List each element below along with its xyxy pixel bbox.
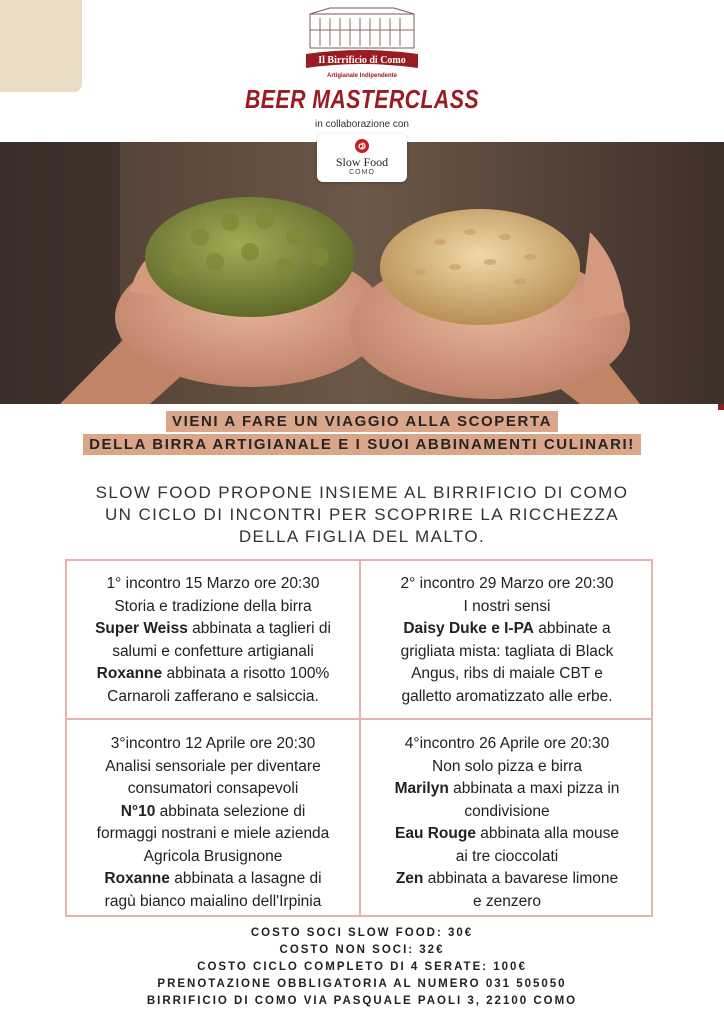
intro-line-1: SLOW FOOD PROPONE INSIEME AL BIRRIFICIO DI COMO xyxy=(95,483,629,502)
snail-icon xyxy=(354,138,370,154)
banner-line-2 xyxy=(0,436,724,454)
beer-name: Roxanne xyxy=(104,870,170,887)
pairing-text: e zenzero xyxy=(472,892,542,910)
event-theme: consumatori consapevoli xyxy=(127,780,299,797)
birrificio-logo xyxy=(300,6,424,82)
pairing-text: ai tre cioccolati xyxy=(455,847,559,865)
event-title: 4°incontro 26 Aprile ore 20:30 xyxy=(404,735,610,752)
price-full-cycle: COSTO CICLO COMPLETO DI 4 SERATE: 100€ xyxy=(197,961,527,973)
booking-phone: PRENOTAZIONE OBBLIGATORIA AL NUMERO 031 505050 xyxy=(157,978,567,990)
slow-food-badge xyxy=(317,134,407,182)
banner-text-2: DELLA BIRRA ARTIGIANALE E I SUOI ABBINAMENTI CULINARI! xyxy=(83,434,641,455)
price-non-members: COSTO NON SOCI: 32€ xyxy=(279,944,445,956)
intro-line-3: DELLA FIGLIA DEL MALTO. xyxy=(238,527,486,546)
event-card-1 xyxy=(67,573,359,708)
pairing-text: abbinata alla mouse xyxy=(475,825,619,842)
logo-text: Il Birrificio di Como xyxy=(318,55,406,66)
pairing-text: abbinata a maxi pizza in xyxy=(448,780,620,797)
beer-name: Super Weiss xyxy=(95,620,188,637)
intro-line-2: UN CICLO DI INCONTRI PER SCOPRIRE LA RICCHEZZA xyxy=(104,505,619,524)
event-theme: Storia e tradizione della birra xyxy=(114,597,312,615)
beer-name: Roxanne xyxy=(96,665,163,682)
event-title: 3°incontro 12 Aprile ore 20:30 xyxy=(110,735,316,752)
pairing-text: Agricola Brusignone xyxy=(143,847,283,865)
partner-city: COMO xyxy=(349,169,375,176)
event-title: 1° incontro 15 Marzo ore 20:30 xyxy=(106,575,320,592)
intro-text xyxy=(0,482,724,548)
pairing-text: grigliata mista: tagliata di Black xyxy=(400,642,614,660)
pairing-text: condivisione xyxy=(464,802,550,820)
event-card-4 xyxy=(361,733,653,913)
pairing-text: ragù bianco maialino dell'Irpinia xyxy=(104,892,322,910)
beer-name: Zen xyxy=(395,870,424,887)
pairing-text: Carnaroli zafferano e salsiccia. xyxy=(107,687,319,705)
pairing-text: salumi e confetture artigianali xyxy=(112,642,314,660)
pairing-text: abbinata a risotto 100% xyxy=(162,665,330,682)
pairing-text: abbinata a lasagne di xyxy=(169,870,322,887)
pairing-text: Angus, ribs di maiale CBT e xyxy=(411,665,603,682)
pairing-text: abbinata selezione di xyxy=(155,802,306,820)
pricing-footer xyxy=(0,925,724,1010)
partner-name: Slow Food xyxy=(335,155,389,169)
beer-name: N°10 xyxy=(120,802,156,820)
pairing-text: abbinata a taglieri di xyxy=(187,620,331,637)
event-title: 2° incontro 29 Marzo ore 20:30 xyxy=(400,575,614,592)
venue-address: BIRRIFICIO DI COMO VIA PASQUALE PAOLI 3, 22100 COMO xyxy=(146,995,578,1007)
event-card-3 xyxy=(67,733,359,913)
banner-line-1 xyxy=(0,413,724,431)
beer-name: Marilyn xyxy=(394,780,449,797)
event-card-2 xyxy=(361,573,653,708)
event-theme: Analisi sensoriale per diventare xyxy=(105,757,321,775)
pairing-text: abbinate a xyxy=(533,620,611,637)
pairing-text: formaggi nostrani e miele azienda xyxy=(96,825,330,842)
event-theme: I nostri sensi xyxy=(463,597,551,615)
logo-subtext: Artigianale Indipendente xyxy=(326,73,398,79)
header xyxy=(0,0,724,145)
price-members: COSTO SOCI SLOW FOOD: 30€ xyxy=(250,927,474,939)
events-grid xyxy=(65,559,653,917)
pairing-text: abbinata a bavarese limone xyxy=(423,870,619,887)
collab-label: in collaborazione con xyxy=(315,119,409,130)
page-title: BEER MASTERCLASS xyxy=(244,84,479,114)
grid-divider-horizontal xyxy=(67,718,651,720)
pairing-text: galletto aromatizzato alle erbe. xyxy=(401,687,613,705)
event-theme: Non solo pizza e birra xyxy=(432,757,582,775)
banner-text-1: VIENI A FARE UN VIAGGIO ALLA SCOPERTA xyxy=(166,411,558,432)
beer-name: Eau Rouge xyxy=(395,825,476,842)
beer-name: Daisy Duke e I-PA xyxy=(403,620,534,637)
